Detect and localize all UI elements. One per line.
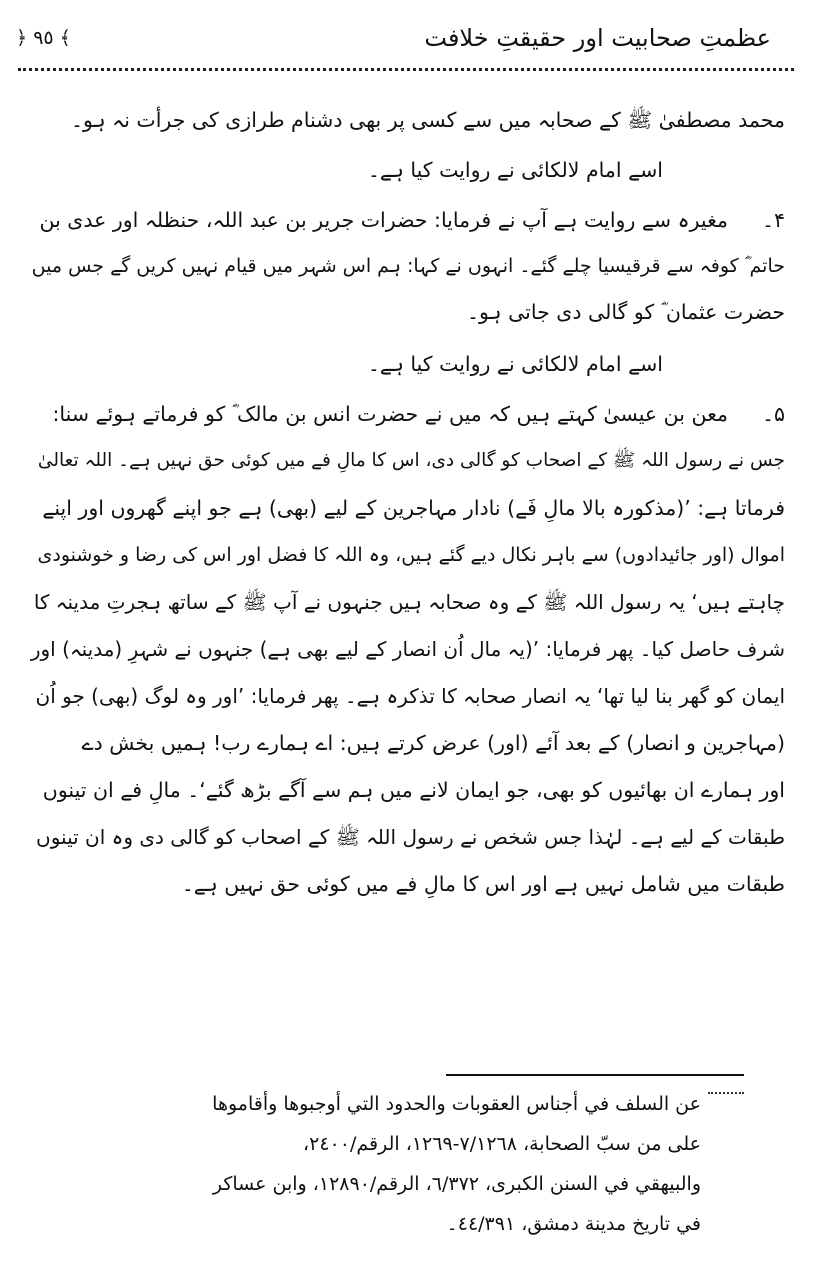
paragraph-number: ۵۔ <box>761 402 785 426</box>
paragraph-4-line: ۴۔مغیرہ سے روایت ہے آپ نے فرمایا: حضرات جریر بن عبد اللہ، حنظلہ اور عدی بن <box>39 200 785 240</box>
body-line: اور ہمارے ان بھائیوں کو بھی، جو ایمان لانے میں ہم سے آگے بڑھ گئے‘۔ مالِ فے ان تینوں <box>42 778 785 802</box>
footnote-line: على من سبّ الصحابة، ٧/١٢٦٨-١٢٦٩، الرقم/٢٤٠٠، <box>303 1133 701 1155</box>
body-line: حضرت عثمان ؓ کو گالی دی جاتی ہو۔ <box>466 300 785 324</box>
body-line: چاہتے ہیں‘ یہ رسول اللہ ﷺ کے وہ صحابہ ہیں جنہوں نے آپ ﷺ کے ساتھ ہجرتِ مدینہ کا <box>33 590 785 614</box>
narration-attribution: اسے امام لالکائی نے روایت کیا ہے۔ <box>367 158 663 182</box>
body-line: جس نے رسول اللہ ﷺ کے اصحاب کو گالی دی، اس کا مالِ فے میں کوئی حق نہیں ہے۔ اللہ تعالیٰ <box>37 450 785 471</box>
body-line: طبقات میں شامل نہیں ہے اور اس کا مالِ فے میں کوئی حق نہیں ہے۔ <box>181 872 785 896</box>
footnote-separator <box>446 1074 744 1076</box>
body-line: ایمان کو گھر بنا لیا تھا‘ یہ انصار صحابہ کا تذکرہ ہے۔ پھر فرمایا: ’اور وہ لوگ (بھی) جو اُن <box>35 684 785 708</box>
body-line: طبقات کے لیے ہے۔ لہٰذا جس شخص نے رسول اللہ ﷺ کے اصحاب کو گالی دی وہ ان تینوں <box>36 825 785 849</box>
paragraph-number: ۴۔ <box>761 208 785 232</box>
footnote-line: في تاريخ مدينة دمشق، ٤٤/٣٩١۔ <box>446 1213 701 1235</box>
footnote-continuation-dots <box>708 1092 744 1094</box>
running-header-title: عظمتِ صحابیت اور حقیقتِ خلافت <box>424 24 771 52</box>
body-line: (مہاجرین و انصار) کے بعد آئے (اور) عرض کرتے ہیں: اے ہمارے رب! ہمیں بخش دے <box>81 731 785 755</box>
footnote-line: والبيهقي في السنن الكبرى، ٦/٣٧٢، الرقم/١٢٨٩٠، وابن عساكر <box>212 1173 701 1195</box>
body-line: فرماتا ہے: ’(مذکورہ بالا مالِ فَے) نادار مہاجرین کے لیے (بھی) ہے جو اپنے گھروں اور اپنے <box>42 496 785 520</box>
body-line: حاتم ؓ کوفہ سے قرقیسیا چلے گئے۔ انہوں نے کہا: ہم اس شہر میں قیام نہیں کریں گے جس میں <box>31 255 785 277</box>
header-dotted-rule <box>18 68 794 71</box>
body-line: محمد مصطفیٰ ﷺ کے صحابہ میں سے کسی پر بھی دشنام طرازی کی جرأت نہ ہو۔ <box>71 108 785 132</box>
paragraph-5-line: ۵۔معن بن عیسیٰ کہتے ہیں کہ میں نے حضرت انس بن مالک ؓ کو فرماتے ہوئے سنا: <box>53 394 785 434</box>
footnote-line: عن السلف في أجناس العقوبات والحدود التي أوجبوها وأقاموها <box>212 1093 701 1115</box>
narration-attribution: اسے امام لالکائی نے روایت کیا ہے۔ <box>367 352 663 376</box>
page-number: ﴿ ٩٥ ﴾ <box>16 27 71 49</box>
body-line: شرف حاصل کیا۔ پھر فرمایا: ’(یہ مال اُن انصار کے لیے بھی ہے) جنہوں نے شہرِ (مدینہ) اور <box>30 637 785 661</box>
body-line: اموال (اور جائیدادوں) سے باہر نکال دیے گئے ہیں، وہ اللہ کا فضل اور اس کی رضا و خوشنودی <box>37 544 785 566</box>
